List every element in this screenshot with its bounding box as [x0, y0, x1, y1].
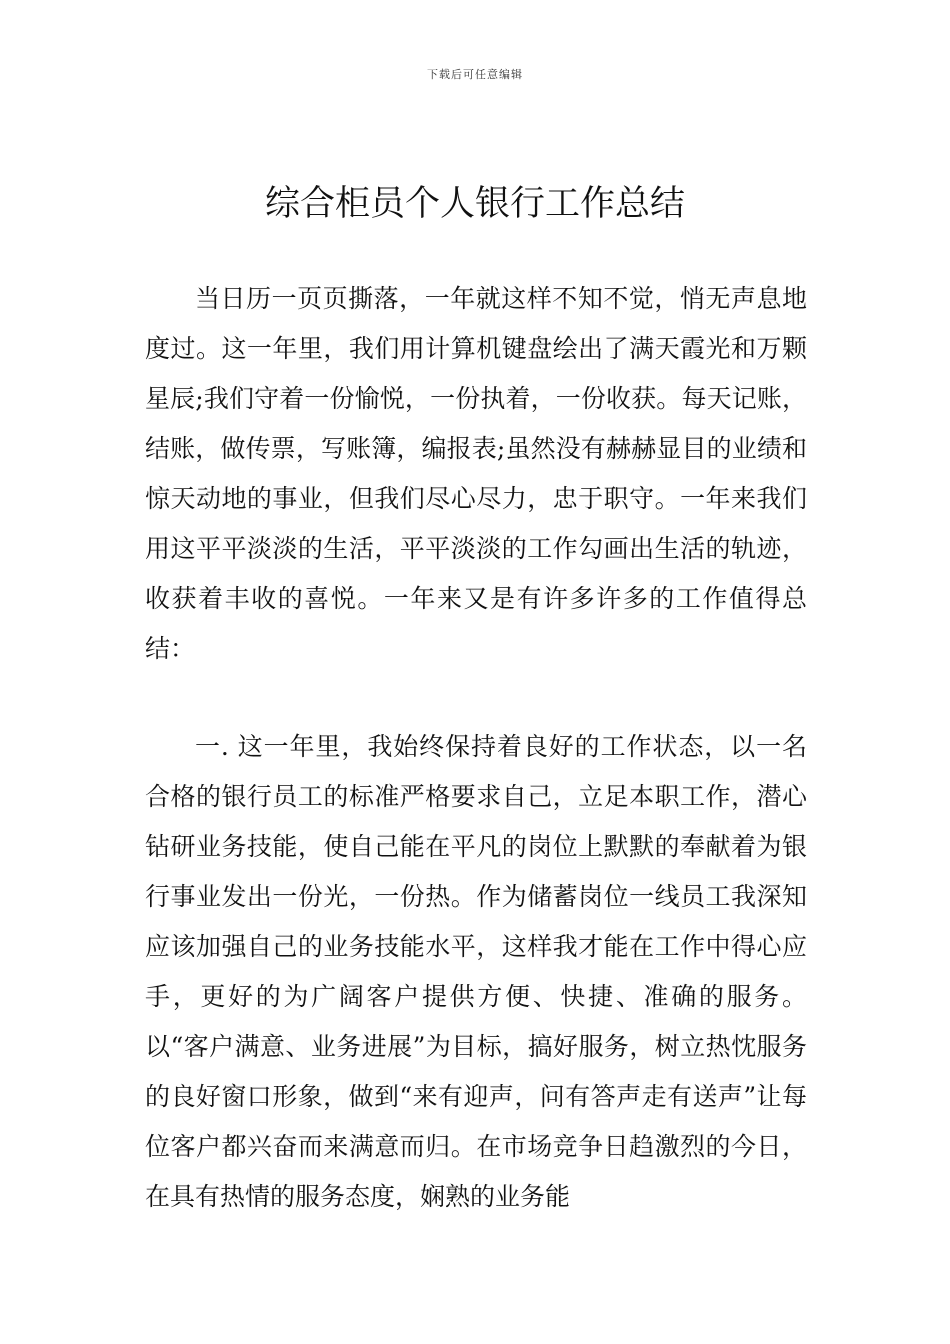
header-note: 下载后可任意编辑 [427, 68, 523, 81]
paragraph-section-one: 一. 这一年里，我始终保持着良好的工作状态，以一名合格的银行员工的标准严格要求自己，立足本职工作，潜心钻研业务技能，使自己能在平凡的岗位上默默的奉献着为银行事业发出一份光，一份热。作为储蓄岗位一线员工我深知应该加强自己的业务技能水平，这样我才能在工作中得心应手，更好的为广阔客户提供方便、快捷、准确的服务。以“客户满意、业务进展”为目标，搞好服务，树立热忱服务的良好窗口形象，做到“来有迎声，问有答声走有送声”让每位客户都兴奋而来满意而归。在市场竞争日趋激烈的今日，在具有热情的服务态度，娴熟的业务能 [145, 732, 807, 1211]
document-title: 综合柜员个人银行工作总结 [264, 184, 685, 224]
paragraph-intro: 当日历一页页撕落，一年就这样不知不觉，悄无声息地度过。这一年里，我们用计算机键盘绘出了满天霞光和万颗星辰;我们守着一份愉悦，一份执着，一份收获。每天记账，结账，做传票，写账簿，编报表;虽然没有赫赫显目的业绩和惊天动地的事业，但我们尽心尽力，忠于职守。一年来我们用这平平淡淡的生活，平平淡淡的工作勾画出生活的轨迹，收获着丰收的喜悦。一年来又是有许多许多的工作值得总结： [145, 284, 807, 663]
